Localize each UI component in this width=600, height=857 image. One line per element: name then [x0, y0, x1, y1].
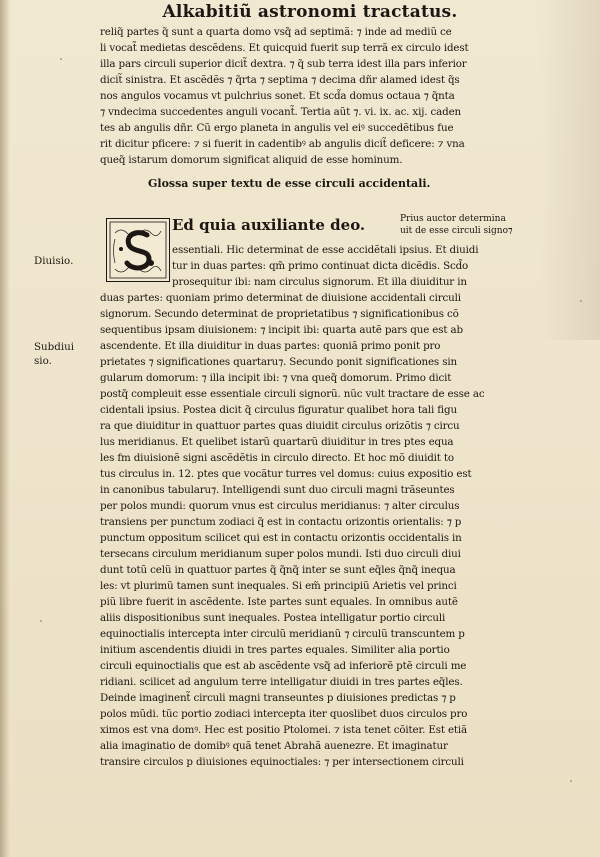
margin-note-diuisio: Diuisio. — [34, 255, 74, 267]
text-line: lus meridianus. Et quelibet istarũ quartarũ diuiditur in tres ptes equa — [100, 436, 454, 448]
text-line: transiens per punctum zodiaci q̃ est in contactu orizontis orientalis: ⁊ p — [100, 516, 462, 528]
text-line: piũ libre fuerit in ascẽdente. Iste partes sunt equales. In omnibus autẽ — [100, 596, 458, 608]
text-line: postq̃ compleuit esse essentiale circuli signorũ. nũc vult tractare de esse ac — [100, 388, 485, 400]
text-line: per polos mundi: quorum vnus est circulus meridianus: ⁊ alter circulus — [100, 500, 460, 512]
margin-note-line: Subdiui — [34, 341, 75, 353]
text-line: tus circulus in. 12. ptes que vocãtur turres vel domus: cuius expositio est — [100, 468, 472, 480]
binding-shadow — [0, 0, 10, 857]
margin-note-line: sio. — [34, 355, 52, 367]
text-line: sequentibus ipsam diuisionem: ⁊ incipit ibi: quarta autẽ pars que est ab — [100, 324, 463, 336]
text-line: in canonibus tabularu⁊. Intelligendi sunt duo circuli magni trãseuntes — [100, 484, 455, 496]
text-line: ra que diuiditur in quattuor partes quas diuidit circulus orizõtis ⁊ circu — [100, 420, 460, 432]
text-line: tur in duas partes: qm̃ primo continuat dicta dicẽdis. Scd̃o — [172, 260, 469, 272]
text-line: prosequitur ibi: nam circulus signorum. Et illa diuiditur in — [172, 276, 467, 288]
text-line: dunt totũ celũ in quattuor partes q̃ q̃nq̃ inter se sunt eq̃les q̃nq̃ inequa — [100, 564, 456, 576]
text-line: punctum oppositum scilicet qui est in contactu orizontis occidentalis in — [100, 532, 462, 544]
running-head: Alkabitiũ astronomi tractatus. — [162, 2, 458, 22]
text-line: ximos est vna domꝰ. Hec est positio Ptolomei. ⁊ ista tenet cõiter. Est etiã — [100, 724, 468, 736]
speck — [580, 300, 582, 302]
text-line: duas partes: quoniam primo determinat de diuisione accidentali circuli — [100, 292, 461, 304]
text-line: queq̃ istarum domorum significat aliquid de esse hominum. — [100, 154, 403, 166]
text-line: reliq̃ partes q̃ sunt a quarta domo vsq̃ ad septimã: ⁊ inde ad mediũ ce — [100, 26, 452, 38]
text-line: li vocat̃ medietas descẽdens. Et quicquid fuerit sup terrã ex circulo idest — [100, 42, 469, 54]
margin-note-subdiuisio — [34, 340, 74, 368]
opening-words: Ed quia auxiliante deo. — [172, 216, 366, 234]
text-line: essentiali. Hic determinat de esse accidẽtali ipsius. Et diuidi — [172, 244, 479, 256]
text-block-main — [100, 290, 558, 770]
text-line: signorum. Secundo determinat de proprietatibus ⁊ significationibus cõ — [100, 308, 459, 320]
text-line: tersecans circulum meridianum super polos mundi. Isti duo circuli diui — [100, 548, 461, 560]
speck — [60, 58, 62, 60]
text-line: uit de esse circuli signo⁊ — [400, 226, 513, 236]
text-line: Deinde imaginent̃ circuli magni transeuntes p diuisiones predictas ⁊ p — [100, 692, 456, 704]
text-line: aliis dispositionibus sunt inequales. Postea intelligatur portio circuli — [100, 612, 446, 624]
text-line: rit dicitur pficere: ⁊ si fuerit in cadentibꝰ ab angulis dicit̃ deficere: ⁊ vna — [100, 138, 465, 150]
text-line: les fm diuisionẽ signi ascẽdẽtis in circulo directo. Et hoc mõ diuidit to — [100, 452, 454, 464]
section-heading: Glossa super textu de esse circuli accidentali. — [148, 177, 431, 190]
text-line: prietates ⁊ significationes quartaru⁊. Secundo ponit significationes sin — [100, 356, 457, 368]
text-line: Prius auctor determina — [400, 214, 506, 224]
text-line: tes ab angulis dñr. Cũ ergo planeta in angulis vel eiꝰ succedẽtibus fue — [100, 122, 454, 134]
speck — [570, 780, 572, 782]
text-line: illa pars circuli superior dicit̃ dextra. ⁊ q̃ sub terra idest illa pars inferior — [100, 58, 467, 70]
text-line: ridiani. scilicet ad angulum terre intelligatur diuidi in tres partes eq̃les. — [100, 676, 463, 688]
text-line: polos mũdi. tũc portio zodiaci intercepta iter quoslibet duos circulos pro — [100, 708, 468, 720]
text-line: circuli equinoctialis que est ab ascẽdente vsq̃ ad inferiorẽ ptẽ circuli me — [100, 660, 467, 672]
text-line: ascendente. Et illa diuiditur in duas partes: quoniã primo ponit pro — [100, 340, 441, 352]
text-line: initium ascendentis diuidi in tres partes equales. Similiter alia portio — [100, 644, 450, 656]
decorated-initial-s — [106, 218, 170, 282]
text-line: transire circulos p diuisiones equinoctiales: ⁊ per intersectionem circuli — [100, 756, 464, 768]
text-block-top — [100, 24, 558, 168]
text-line: les: vt plurimũ tamen sunt inequales. Si em̃ principiũ Arietis vel princi — [100, 580, 457, 592]
text-line: cidentali ipsius. Postea dicit q̃ circulus figuratur qualibet hora tali figu — [100, 404, 457, 416]
text-block-indented — [172, 242, 558, 290]
text-line: alia imaginatio de domibꝰ quã tenet Abrahã auenezre. Et imaginatur — [100, 740, 448, 752]
opening-aside — [400, 213, 560, 237]
text-line: ⁊ vndecima succedentes anguli vocant̃. Tertia aũt ⁊. vi. ix. ac. xij. caden — [100, 106, 461, 118]
speck — [40, 620, 42, 622]
initial-s-icon — [107, 219, 169, 281]
text-line: equinoctialis intercepta inter circulũ meridianũ ⁊ circulũ transcuntem p — [100, 628, 465, 640]
text-line: nos angulos vocamus vt pulchrius sonet. Et scd̃a domus octaua ⁊ q̃nta — [100, 90, 455, 102]
text-line: dicit̃ sinistra. Et ascẽdẽs ⁊ q̃rta ⁊ septima ⁊ decima dñr alamed idest q̃s — [100, 74, 460, 86]
text-line: gularum domorum: ⁊ illa incipit ibi: ⁊ vna queq̃ domorum. Primo dicit — [100, 372, 452, 384]
